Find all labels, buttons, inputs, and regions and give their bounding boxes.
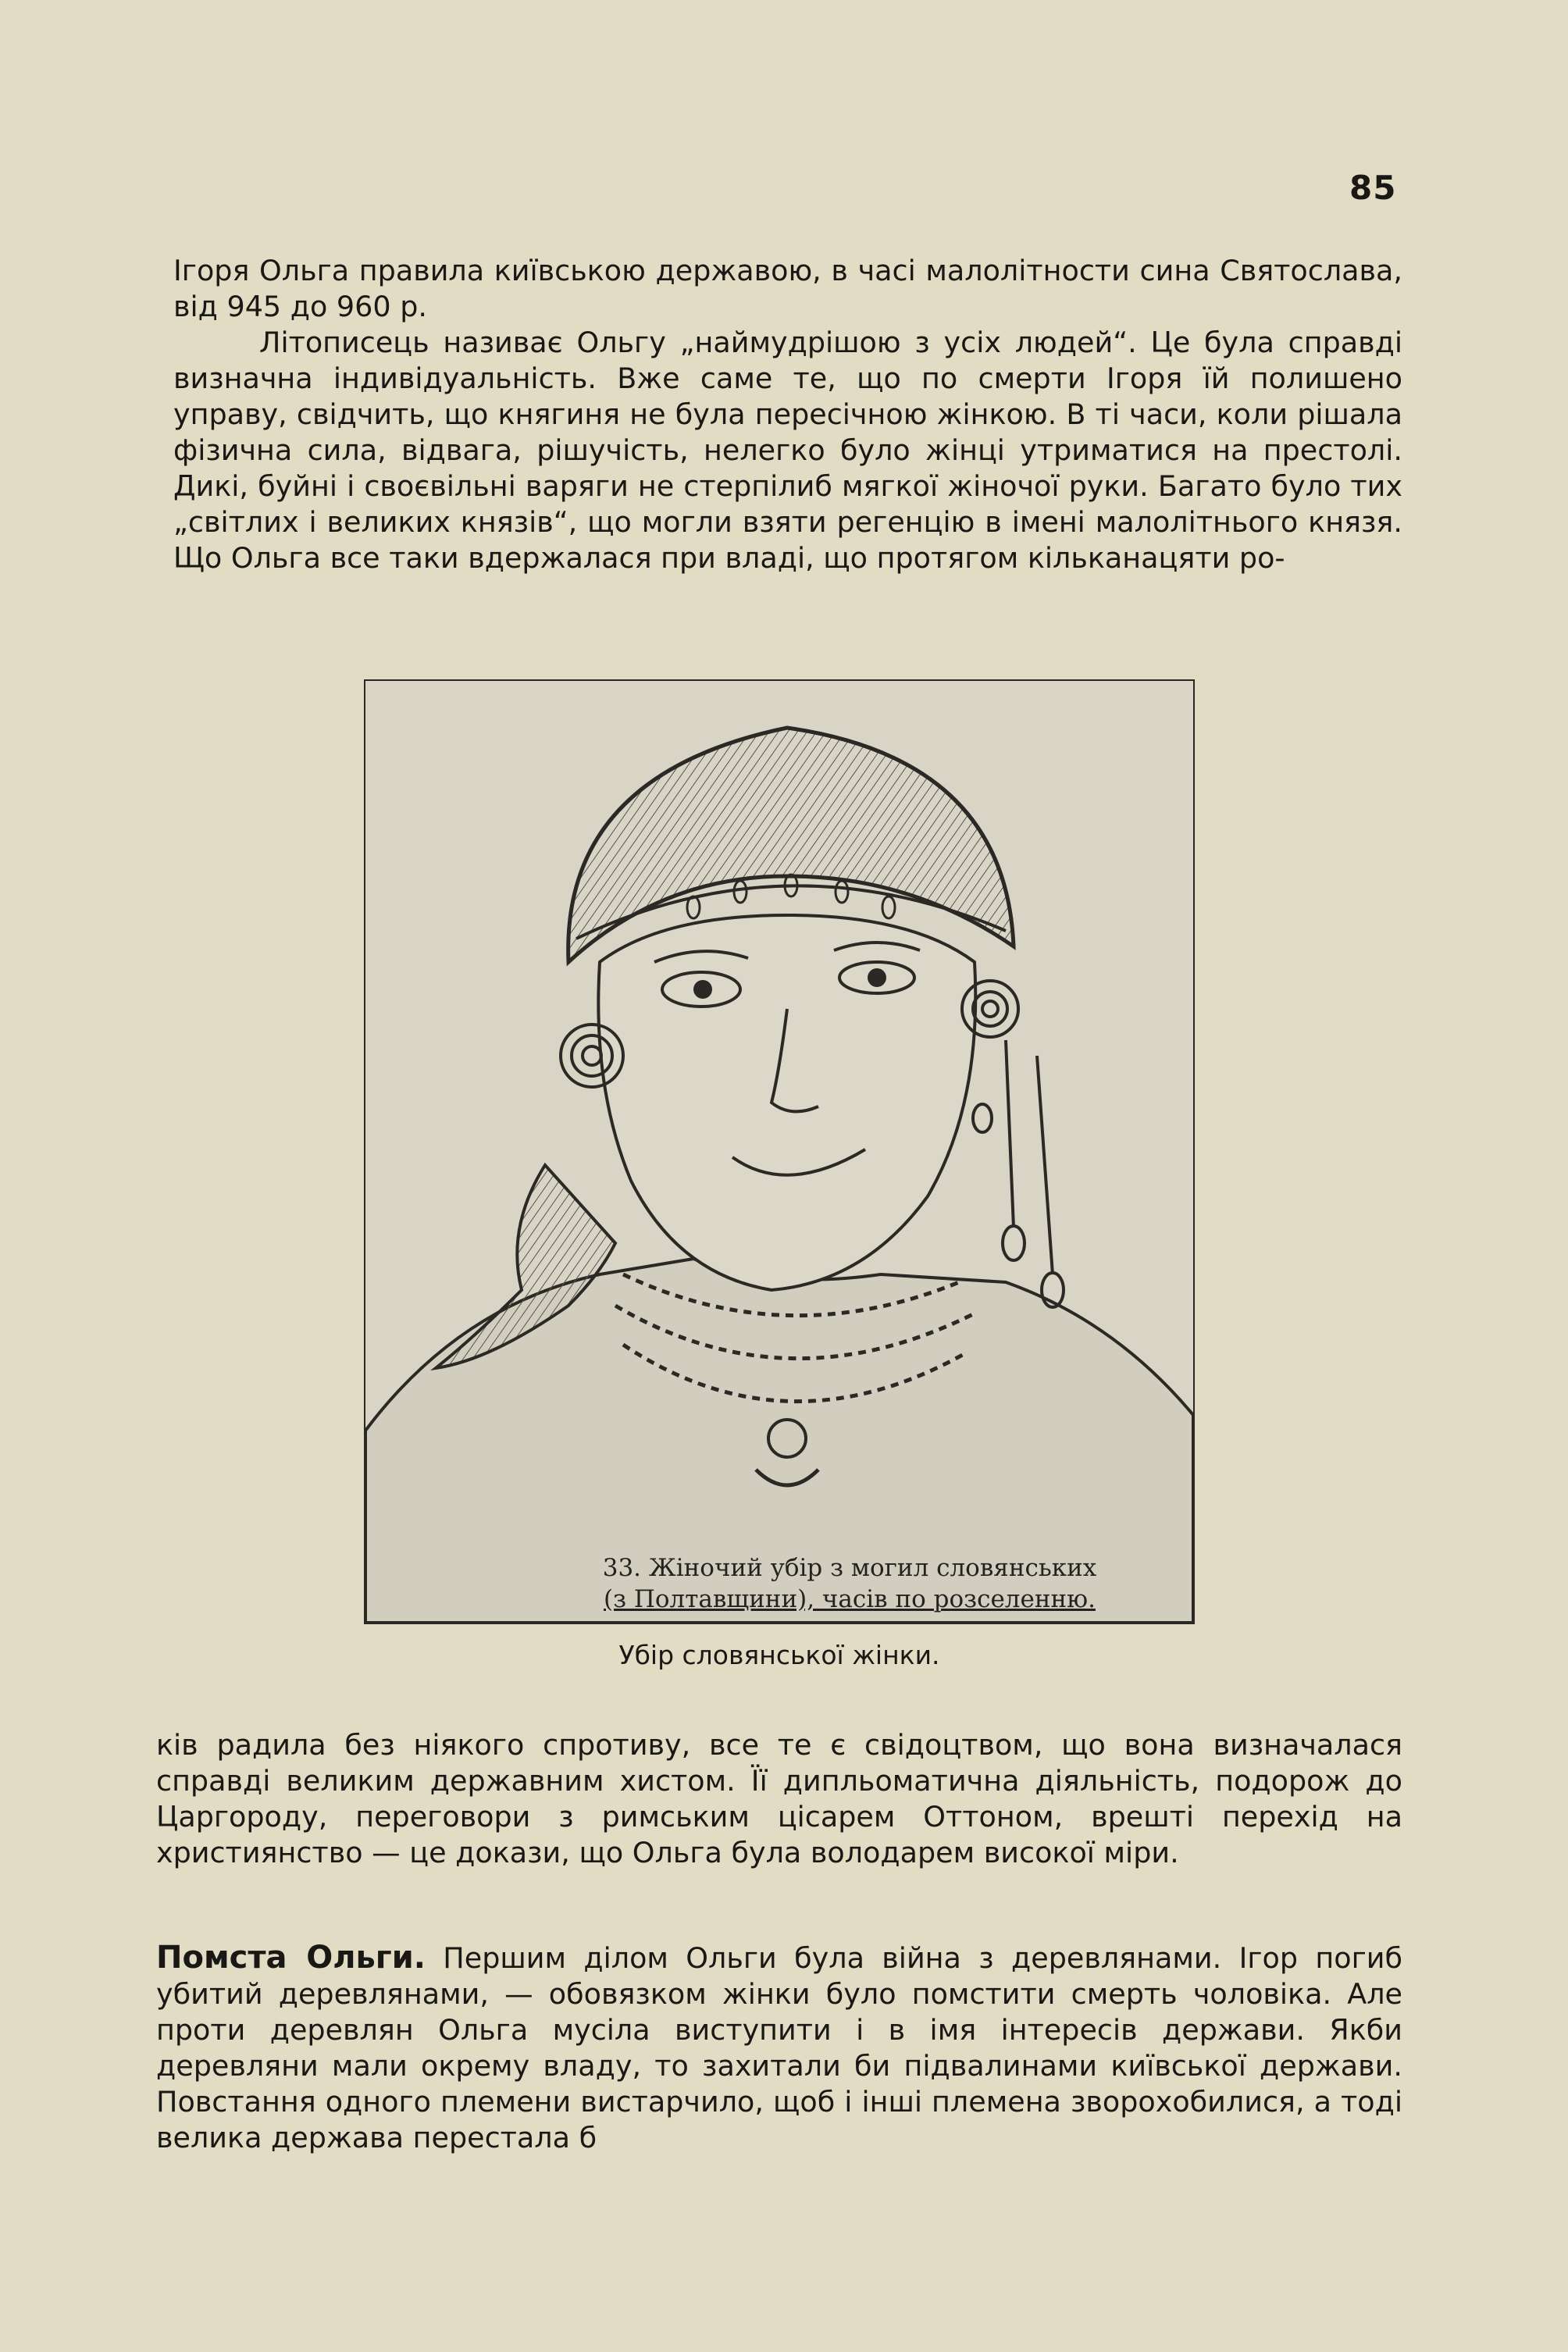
inner-caption-line: (з Полтавщини), часів по розселенню. [603,1585,1096,1613]
mid-text-block [156,1727,1402,1871]
section-text: Першим ділом Ольги була війна з деревлянами. Ігор погиб убитий деревлянами, — обовязком жінки було помстити смерть чоловіка. Але проти деревлян Ольга мусіла виступити і в імя інтересів держави. Якби деревляни мали окрему владу, то захитали би підвалинами київської держави. Повстання одного племени вистарчило, щоб і інші племена зворохобилися, а тоді велика держава перестала б [156,1941,1402,2154]
page-number: 85 [1349,169,1397,207]
paragraph [156,1940,1402,2156]
paragraph: Літописець називає Ольгу „наймудрішою з усіх людей“. Це була справді визначна індивідуальність. Вже саме те, що по смерти Ігоря їй полишено управу, свідчить, що княгиня не була пересічною жінкою. В ті часи, коли рішала фізична сила, відвага, рішучість, нелегко було жінці утриматися на престолі. Дикі, буйні і своєвільні варяги не стерпілиб мягкої жіночої руки. Багато було тих „світлих і великих князів“, що могли взяти регенцію в імені малолітнього князя. Що Ольга все таки вдержалася при владі, що протягом кільканацяти ро- [173,326,1402,575]
section-heading: Помста Ольги. [156,1940,426,1976]
section-text-block [156,1940,1402,2156]
paragraph: Ігоря Ольга правила київською державою, в часі малолітности сина Святослава, від 945 до 960 р. [173,254,1402,323]
paragraph: ків радила без ніякого спротиву, все те є свідоцтвом, що вона визначалася справді великим державним хистом. Її дипльоматична діяльність, подорож до Царгороду, переговори з римським цісарем Оттоном, врешті перехід на християнство — це докази, що Ольга була володарем високої міри. [156,1728,1402,1869]
figure-inner-caption [537,1552,1162,1615]
top-text-block [173,253,1402,576]
inner-caption-line: 33. Жіночий убір з могил словянських [602,1554,1097,1582]
illustration-figure [364,679,1195,1624]
woman-portrait-drawing [365,681,1193,1623]
figure-caption: Убір словянської жінки. [618,1640,940,1670]
